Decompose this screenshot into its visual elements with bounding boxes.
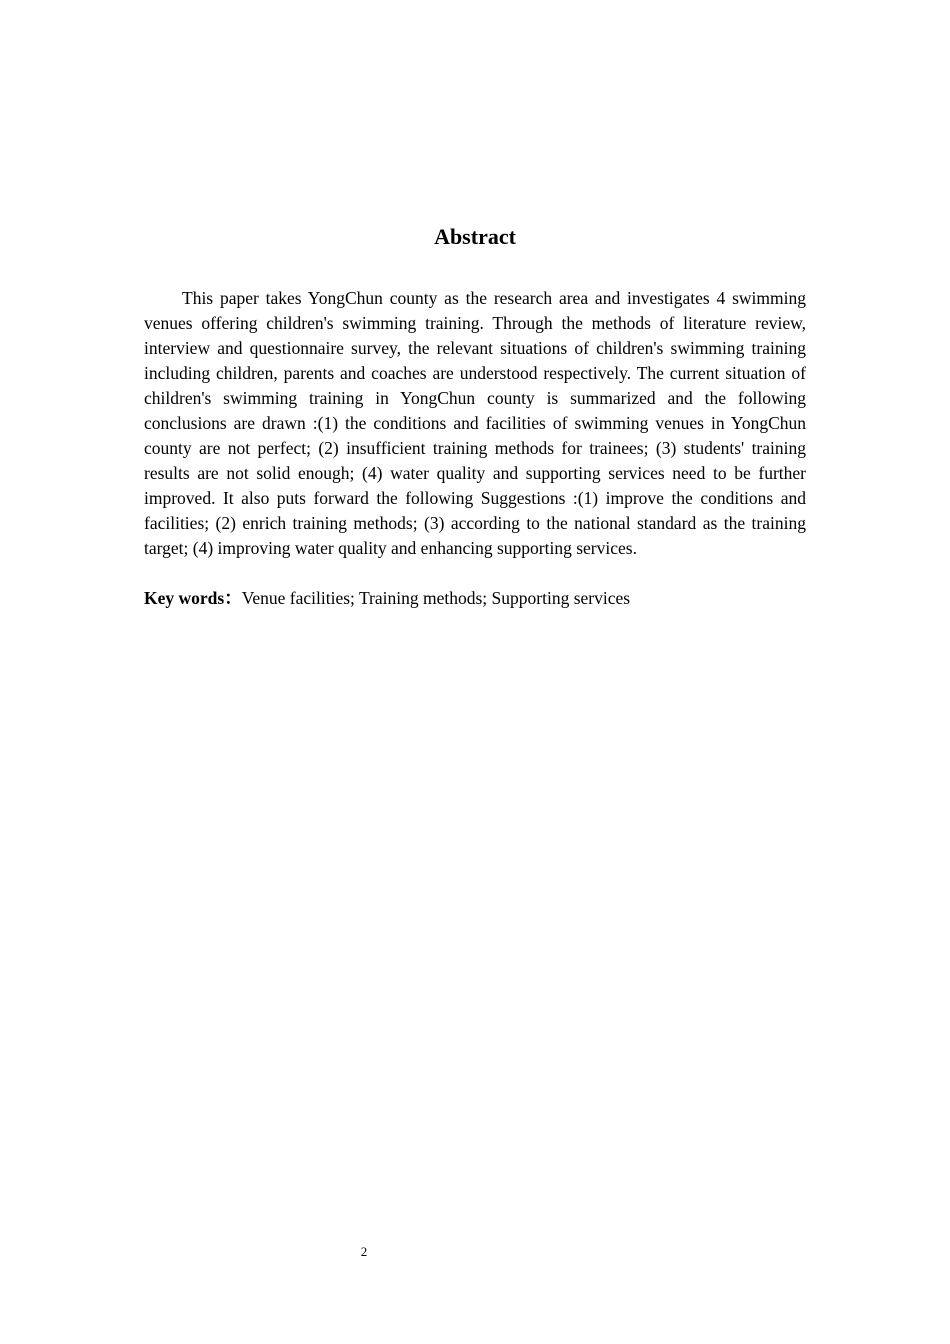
keywords-label: Key words：	[144, 588, 242, 608]
keywords-text: Venue facilities; Training methods; Supporting services	[241, 588, 631, 608]
abstract-body: This paper takes YongChun county as the research area and investigates 4 swimming venues offering children's swimming training. Through the methods of literature review, interview and questionnaire survey, the relevant situations of children's swimming training including children, parents and coaches are understood respectively. The current situation of children's swimming training in YongChun county is summarized and the following conclusions are drawn :(1) the conditions and facilities of swimming venues in YongChun county are not perfect; (2) insufficient training methods for trainees; (3) students' training results are not solid enough; (4) water quality and supporting services need to be further improved. It also puts forward the following Suggestions :(1) improve the conditions and facilities; (2) enrich training methods; (3) according to the national standard as the training target; (4) improving water quality and enhancing supporting services.	[144, 288, 806, 558]
keywords-line	[144, 586, 806, 611]
abstract-title: Abstract	[434, 224, 516, 249]
page-number: 2	[360, 1244, 368, 1259]
